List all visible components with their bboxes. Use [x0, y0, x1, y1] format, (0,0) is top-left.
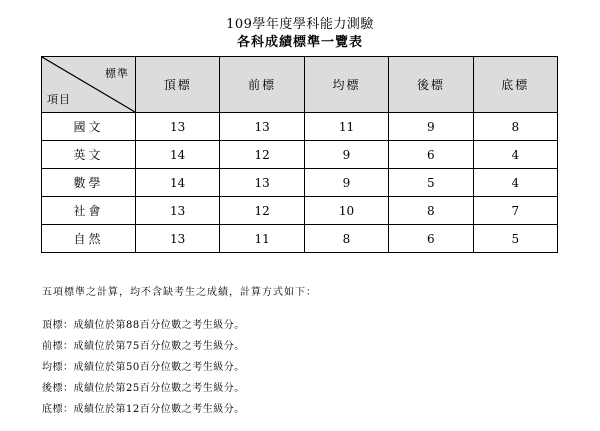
table-row — [42, 113, 558, 141]
definition-list — [42, 319, 245, 424]
score-cell: 11 — [220, 225, 304, 253]
header-back-standard: 後標 — [389, 57, 473, 113]
subject-cell: 國文 — [42, 113, 136, 141]
table-corner-cell — [42, 57, 136, 113]
header-front-standard: 前標 — [220, 57, 304, 113]
table-row — [42, 225, 558, 253]
score-cell: 6 — [389, 141, 473, 169]
definition-item: 前標：成績位於第75百分位數之考生級分。 — [42, 341, 245, 352]
score-cell: 8 — [304, 225, 388, 253]
subject-cell: 自然 — [42, 225, 136, 253]
header-average-standard: 均標 — [304, 57, 388, 113]
score-cell: 14 — [136, 141, 220, 169]
definition-item: 底標：成績位於第12百分位數之考生級分。 — [42, 404, 245, 415]
score-cell: 12 — [220, 141, 304, 169]
table-row — [42, 169, 558, 197]
score-cell: 9 — [389, 113, 473, 141]
definition-item: 均標：成績位於第50百分位數之考生級分。 — [42, 362, 245, 373]
calculation-note: 五項標準之計算，均不含缺考生之成績，計算方式如下： — [42, 287, 317, 298]
subject-cell: 社會 — [42, 197, 136, 225]
score-cell: 6 — [389, 225, 473, 253]
score-cell: 12 — [220, 197, 304, 225]
score-cell: 13 — [220, 113, 304, 141]
score-cell: 13 — [136, 113, 220, 141]
score-cell: 5 — [389, 169, 473, 197]
score-cell: 7 — [473, 197, 557, 225]
definition-item: 頂標：成績位於第88百分位數之考生級分。 — [42, 320, 245, 331]
header-bottom-standard: 底標 — [473, 57, 557, 113]
score-cell: 14 — [136, 169, 220, 197]
score-cell: 13 — [220, 169, 304, 197]
score-cell: 5 — [473, 225, 557, 253]
corner-label-standard: 標準 — [105, 67, 129, 80]
table-row — [42, 141, 558, 169]
score-cell: 13 — [136, 197, 220, 225]
corner-label-item: 項目 — [47, 93, 71, 106]
score-cell: 9 — [304, 169, 388, 197]
grade-standards-table — [41, 56, 558, 253]
score-cell: 8 — [473, 113, 557, 141]
score-cell: 13 — [136, 225, 220, 253]
score-cell: 9 — [304, 141, 388, 169]
table-row — [42, 197, 558, 225]
subject-cell: 英文 — [42, 141, 136, 169]
page-subtitle: 各科成績標準一覽表 — [236, 35, 363, 50]
page-title: 109學年度學科能力測驗 — [226, 17, 374, 32]
definition-item: 後標：成績位於第25百分位數之考生級分。 — [42, 383, 245, 394]
score-cell: 4 — [473, 169, 557, 197]
score-cell: 4 — [473, 141, 557, 169]
header-top-standard: 頂標 — [136, 57, 220, 113]
score-cell: 8 — [389, 197, 473, 225]
subject-cell: 數學 — [42, 169, 136, 197]
score-cell: 11 — [304, 113, 388, 141]
table-header-row — [42, 57, 558, 113]
score-cell: 10 — [304, 197, 388, 225]
